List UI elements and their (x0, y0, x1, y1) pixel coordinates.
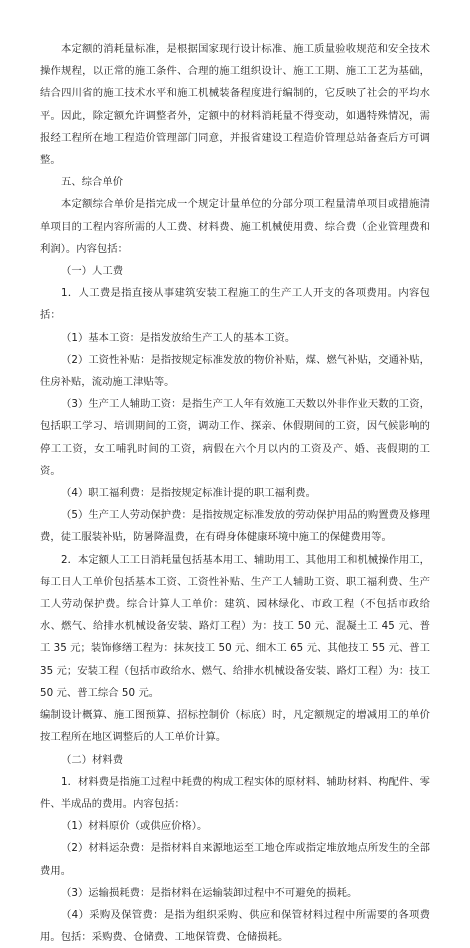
list-item-auxiliary-wage: （3）生产工人辅助工资：是指生产工人年有效施工天数以外非作业天数的工资，包括职工学习、培训期间的工资，调动工作、探亲、休假期间的工资，因气候影响的停工工资，女工哺乳时间的工资，病假在六个月以内的工资及产、婚、丧假期的工资。 (40, 398, 430, 477)
list-item-material-price: （1）材料原价（或供应价格）。 (61, 820, 208, 833)
subheading-material-cost: （二）材料费 (61, 753, 124, 766)
list-item-procurement-fee: （4）采购及保管费：是指为组织采购、供应和保管材料过程中所需要的各项费用。包括：采购费、仓储费、工地保管费、仓储损耗。 (40, 908, 430, 944)
subheading-labor-cost: （一）人工费 (61, 265, 124, 278)
paragraph-labor-cost-intro: 1．人工费是指直接从事建筑安装工程施工的生产工人开支的各项费用。内容包括： (40, 287, 430, 322)
list-item-wage-subsidy: （2）工资性补贴：是指按规定标准发放的物价补贴，煤、燃气补贴，交通补贴，住房补贴，流动施工津贴等。 (40, 353, 430, 389)
paragraph-consumption-standard: 本定额的消耗量标准，是根据国家现行设计标准、施工质量验收规范和安全技术操作规程，以正常的施工条件、合理的施工组织设计、施工工期、施工工艺为基础，结合四川省的施工技术水平和施工机械装备程度进行编制的，它反映了社会的平均水平。因此，除定额允许调整者外，定额中的材料消耗量不得变动，如遇特殊情况，需报经工程所在地工程造价管理部门同意，并报省建设工程造价管理总站备查后方可调整。 (40, 43, 430, 167)
section-heading-comprehensive-unit-price: 五、综合单价 (61, 176, 124, 189)
list-item-transport-loss: （3）运输损耗费：是指材料在运输装卸过程中不可避免的损耗。 (61, 886, 358, 899)
paragraph-unit-price-definition: 本定额综合单价是指完成一个规定计量单位的分部分项工程量清单项目或措施清单项目的工程内容所需的人工费、材料费、施工机械使用费、综合费（企业管理费和利润）。内容包括： (40, 198, 430, 255)
list-item-transport-fee: （2）材料运杂费：是指材料自来源地运至工地仓库或指定堆放地点所发生的全部费用。 (40, 842, 430, 877)
paragraph-material-cost-intro: 1．材料费是指施工过程中耗费的构成工程实体的原材料、辅助材料、构配件、零件、半成品的费用。内容包括： (40, 775, 430, 810)
paragraph-budget-note: 编制设计概算、施工图预算、招标控制价（标底）时，凡定额规定的增减用工的单价按工程所在地区调整后的人工单价计算。 (40, 709, 430, 744)
list-item-labor-protection-fee: （5）生产工人劳动保护费：是指按规定标准发放的劳动保护用品的购置费及修理费，徒工服装补贴，防暑降温费，在有碍身体健康环境中施工的保健费用等。 (40, 509, 430, 544)
paragraph-labor-unit-price: 2．本定额人工工日消耗量包括基本用工、辅助用工、其他用工和机械操作用工，每工日人工单价包括基本工资、工资性补贴、生产工人辅助工资、职工福利费、生产工人劳动保护费。综合计算人工单价：建筑、园林绿化、市政工程（不包括市政给水、燃气、给排水机械设备安装、路灯工程）为：技工 50 元、混凝土工 45 元、普工 35 元；装饰修缮工程为：抹灰技工 50 元、细木工 65 元、其他技工 55 元、普工 35 元；安装工程（包括市政给水、燃气、给排水机械设备安装、路灯工程）为：技工 50 元、普工综合 50 元。 (40, 553, 430, 699)
list-item-basic-wage: （1）基本工资：是指发放给生产工人的基本工资。 (61, 331, 296, 344)
list-item-welfare-fee: （4）职工福利费：是指按规定标准计提的职工福利费。 (61, 487, 316, 500)
